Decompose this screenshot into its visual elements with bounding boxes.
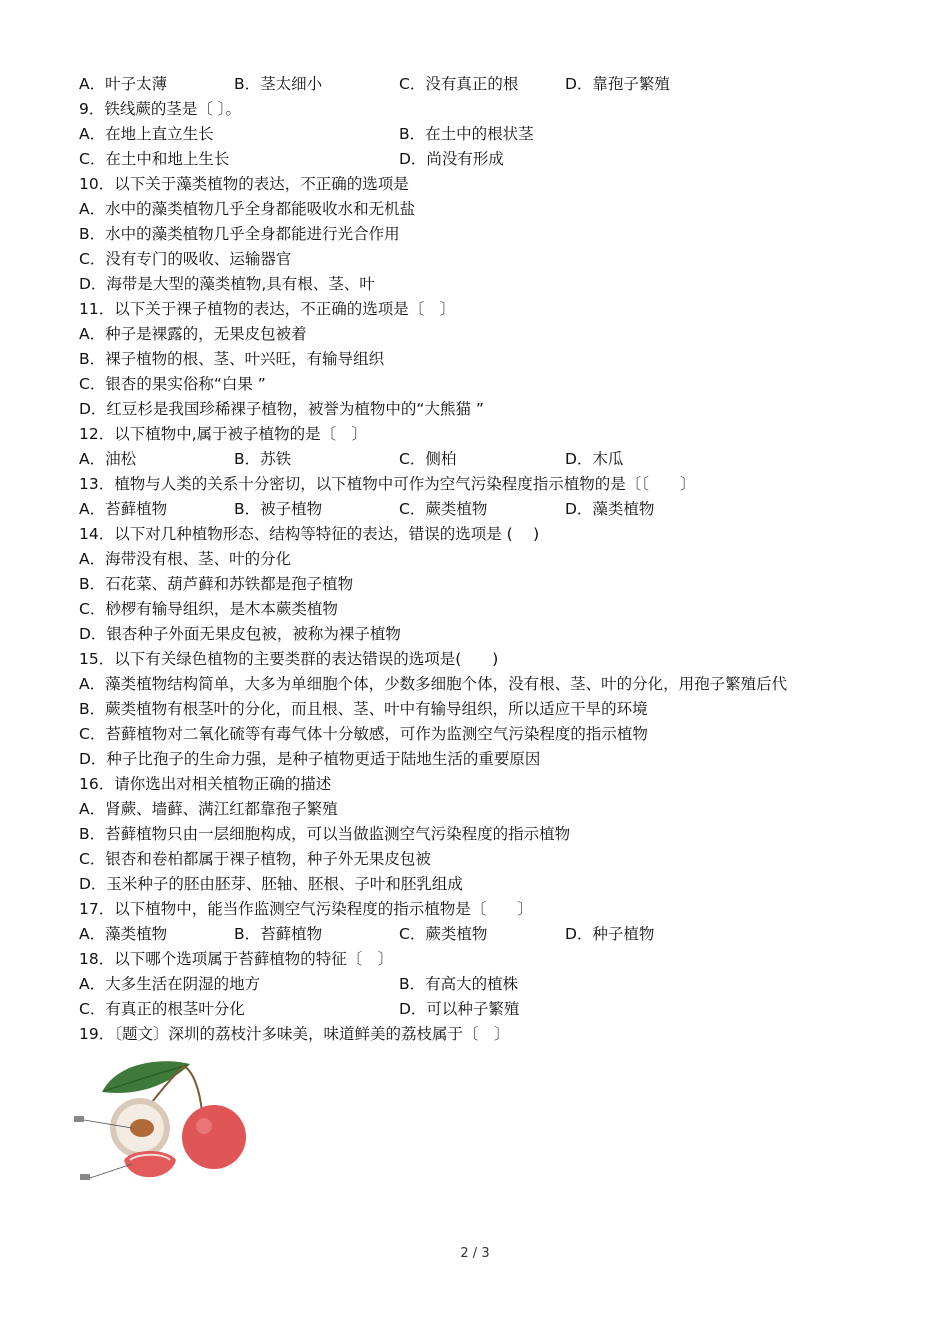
q17-stem: 17．以下植物中，能当作监测空气污染程度的指示植物是〔 〕 xyxy=(79,900,533,918)
q9-options-row1 xyxy=(79,122,859,147)
page-number: 2 / 3 xyxy=(460,1246,490,1261)
q18-option-d: D．可以种子繁殖 xyxy=(399,1000,520,1018)
lychee-seed xyxy=(130,1119,154,1137)
q11-option-a: A．种子是裸露的，无果皮包被着 xyxy=(79,325,307,343)
q18-stem: 18．以下哪个选项属于苔藓植物的特征〔 〕 xyxy=(79,950,394,968)
q13-stem: 13．植物与人类的关系十分密切，以下植物中可作为空气污染程度指示植物的是〔〔 〕 xyxy=(79,475,696,493)
q17-option-a: A．藻类植物 xyxy=(79,925,168,943)
q18-option-a: A．大多生活在阴湿的地方 xyxy=(79,975,261,993)
q9-options-row2 xyxy=(79,147,859,172)
q11-option-c: C．银杏的果实俗称“白果 ” xyxy=(79,375,266,393)
q13-option-a: A．苔藓植物 xyxy=(79,500,168,518)
q16-option-a: A．肾蕨、墙藓、满江红都靠孢子繁殖 xyxy=(79,800,338,818)
lychee-figure xyxy=(72,1052,252,1194)
q19-stem: 19．〔题文〕深圳的荔枝汁多味美，味道鲜美的荔枝属于〔 〕 xyxy=(79,1025,510,1043)
q13-option-b: B．被子植物 xyxy=(234,500,323,518)
q9-option-d: D．尚没有形成 xyxy=(399,150,504,168)
q8-option-c: C．没有真正的根 xyxy=(399,75,519,93)
whole-lychee xyxy=(182,1105,246,1169)
q12-option-a: A．油松 xyxy=(79,450,137,468)
question-sheet xyxy=(79,72,859,1047)
q16-option-b: B．苔藓植物只由一层细胞构成，可以当做监测空气污染程度的指示植物 xyxy=(79,825,571,843)
q18-option-c: C．有真正的根茎叶分化 xyxy=(79,1000,245,1018)
q12-option-c: C．侧柏 xyxy=(399,450,457,468)
q18-option-b: B．有高大的植株 xyxy=(399,975,519,993)
q14-option-c: C．桫椤有输导组织，是木本蕨类植物 xyxy=(79,600,338,618)
q14-stem: 14．以下对几种植物形态、结构等特征的表达，错误的选项是 ( ) xyxy=(79,525,540,543)
label-mark-skin xyxy=(80,1174,90,1180)
q15-option-c: C．苔藓植物对二氧化硫等有毒气体十分敏感，可作为监测空气污染程度的指示植物 xyxy=(79,725,648,743)
q12-options xyxy=(79,447,859,472)
q14-option-d: D．银杏种子外面无果皮包被，被称为裸子植物 xyxy=(79,625,401,643)
q9-option-a: A．在地上直立生长 xyxy=(79,125,214,143)
q10-option-b: B．水中的藻类植物几乎全身都能进行光合作用 xyxy=(79,225,400,243)
q17-option-c: C．蕨类植物 xyxy=(399,925,488,943)
q16-option-c: C．银杏和卷柏都属于裸子植物，种子外无果皮包被 xyxy=(79,850,431,868)
pointer-line-skin xyxy=(90,1164,132,1178)
q11-option-d: D．红豆杉是我国珍稀裸子植物，被誉为植物中的“大熊猫 ” xyxy=(79,400,484,418)
q17-options xyxy=(79,922,859,947)
stem-right xyxy=(184,1066,202,1112)
q16-option-d: D．玉米种子的胚由胚芽、胚轴、胚根、子叶和胚乳组成 xyxy=(79,875,463,893)
q15-stem: 15．以下有关绿色植物的主要类群的表达错误的选项是( ) xyxy=(79,650,499,668)
q12-option-d: D．木瓜 xyxy=(565,450,624,468)
q15-option-a: A．藻类植物结构简单，大多为单细胞个体，少数多细胞个体，没有根、茎、叶的分化，用孢子繁殖后代 xyxy=(79,675,788,693)
q8-option-a: A．叶子太薄 xyxy=(79,75,168,93)
lychee-highlight xyxy=(196,1118,212,1134)
q15-option-d: D．种子比孢子的生命力强，是种子植物更适于陆地生活的重要原因 xyxy=(79,750,541,768)
q11-option-b: B．裸子植物的根、茎、叶兴旺，有输导组织 xyxy=(79,350,385,368)
q8-option-d: D．靠孢子繁殖 xyxy=(565,75,670,93)
q14-option-a: A．海带没有根、茎、叶的分化 xyxy=(79,550,292,568)
q11-stem: 11．以下关于裸子植物的表达，不正确的选项是〔 〕 xyxy=(79,300,456,318)
q18-options-row2 xyxy=(79,997,859,1022)
q10-option-d: D．海带是大型的藻类植物,具有根、茎、叶 xyxy=(79,275,375,293)
q10-option-a: A．水中的藻类植物几乎全身都能吸收水和无机盐 xyxy=(79,200,416,218)
q12-option-b: B．苏铁 xyxy=(234,450,292,468)
q14-option-b: B．石花菜、葫芦藓和苏铁都是孢子植物 xyxy=(79,575,354,593)
q13-option-d: D．藻类植物 xyxy=(565,500,655,518)
q9-option-b: B．在土中的根状茎 xyxy=(399,125,534,143)
q10-stem: 10．以下关于藻类植物的表达，不正确的选项是 xyxy=(79,175,409,193)
lychee-illustration xyxy=(72,1052,252,1194)
q12-stem: 12．以下植物中,属于被子植物的是〔 〕 xyxy=(79,425,368,443)
q10-option-c: C．没有专门的吸收、运输器官 xyxy=(79,250,292,268)
q16-stem: 16．请你选出对相关植物正确的描述 xyxy=(79,775,332,793)
q8-option-b: B．茎太细小 xyxy=(234,75,323,93)
q9-stem: 9．铁线蕨的茎是〔 〕。 xyxy=(79,100,242,118)
q13-options xyxy=(79,497,859,522)
q8-options xyxy=(79,72,859,97)
q9-option-c: C．在土中和地上生长 xyxy=(79,150,230,168)
q13-option-c: C．蕨类植物 xyxy=(399,500,488,518)
q15-option-b: B．蕨类植物有根茎叶的分化，而且根、茎、叶中有输导组织，所以适应干旱的环境 xyxy=(79,700,648,718)
q17-option-b: B．苔藓植物 xyxy=(234,925,323,943)
q18-options-row1 xyxy=(79,972,859,997)
label-mark-seed xyxy=(74,1116,84,1122)
q17-option-d: D．种子植物 xyxy=(565,925,655,943)
